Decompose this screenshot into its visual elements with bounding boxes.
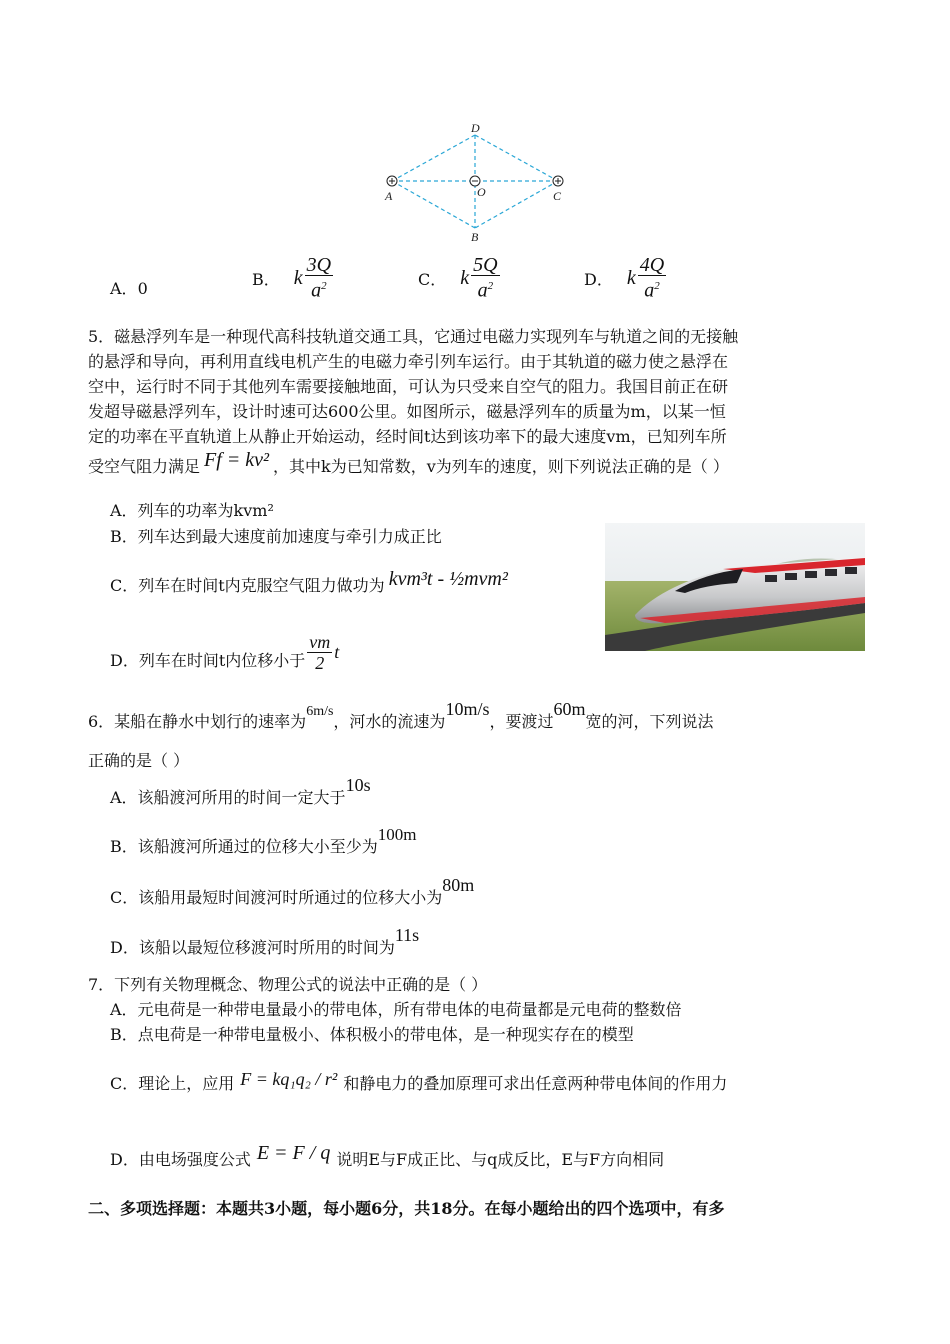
q5-line-2: 的悬浮和导向，再利用直线电机产生的电磁力牵引列车运行。由于其轨道的磁力使之悬浮在 bbox=[88, 352, 729, 371]
q4-option-b[interactable]: B． k $\frac{3Q}{a^2}$ bbox=[252, 254, 332, 302]
q5-line-3: 空中，运行时不同于其他列车需要接触地面，可认为只受来自空气的阻力。我国目前正在研 bbox=[88, 377, 729, 396]
q7-option-b[interactable]: B．点电荷是一种带电量极小、体积极小的带电体，是一种现实存在的模型 bbox=[110, 1025, 634, 1044]
q6-option-a[interactable]: A．该船渡河所用的时间一定大于10s bbox=[110, 775, 371, 807]
q5-line-6: 受空气阻力满足 Ff = kv² ，其中k为已知常数，v为列车的速度，则下列说法正确的是（ ） bbox=[88, 449, 729, 476]
label-d: D bbox=[471, 121, 480, 135]
q5-option-d[interactable]: D．列车在时间t内位移小于 $\frac{vm}{2}$ t bbox=[110, 631, 340, 673]
label-o: O bbox=[477, 185, 486, 199]
q6-option-d[interactable]: D．该船以最短位移渡河时所用的时间为11s bbox=[110, 925, 420, 957]
q6-river-width: 60m bbox=[553, 699, 586, 719]
q4-option-a[interactable]: A．0 bbox=[110, 279, 148, 298]
q7-option-a[interactable]: A．元电荷是一种带电量最小的带电体，所有带电体的电荷量都是元电荷的整数倍 bbox=[110, 1000, 682, 1019]
q4-option-a-value: 0 bbox=[137, 279, 148, 298]
q6-option-b[interactable]: B．该船渡河所通过的位移大小至少为100m bbox=[110, 825, 417, 856]
q5-line-1: 5．磁悬浮列车是一种现代高科技轨道交通工具，它通过电磁力实现列车与轨道之间的无接触 bbox=[88, 327, 739, 346]
field-strength-formula: E = F / q bbox=[256, 1142, 331, 1164]
q4-option-c[interactable]: C． k $\frac{5Q}{a^2}$ bbox=[418, 254, 498, 302]
label-c: C bbox=[553, 189, 562, 203]
q4-option-d[interactable]: D． k $\frac{4Q}{a^2}$ bbox=[584, 254, 665, 302]
charge-c bbox=[553, 176, 563, 186]
charge-a bbox=[387, 176, 397, 186]
q5-option-c[interactable]: C．列车在时间t内克服空气阻力做功为 kvm³t - ½mvm² bbox=[110, 568, 508, 595]
q5-option-b[interactable]: B．列车达到最大速度前加速度与牵引力成正比 bbox=[110, 527, 442, 546]
q7-option-d[interactable]: D．由电场强度公式 E = F / q 说明E与F成正比、与q成反比，E与F方向相同 bbox=[110, 1142, 665, 1169]
q7-stem: 7．下列有关物理概念、物理公式的说法中正确的是（ ） bbox=[88, 975, 488, 994]
q6-option-c[interactable]: C．该船用最短时间渡河时所通过的位移大小为80m bbox=[110, 875, 475, 907]
q5-option-a[interactable]: A．列车的功率为kvm² bbox=[110, 501, 274, 520]
q6-boat-speed: 6m/s bbox=[306, 704, 334, 719]
label-b: B bbox=[471, 230, 479, 244]
section-2-heading: 二、多项选择题：本题共3小题，每小题6分，共18分。在每小题给出的四个选项中，有多 bbox=[88, 1199, 725, 1218]
q6-stem-line-2: 正确的是（ ） bbox=[88, 751, 190, 770]
q6-stem-line-1: 6．某船在静水中划行的速率为6m/s，河水的流速为10m/s，要渡过60m宽的河，下列说法 bbox=[88, 699, 714, 731]
q7-option-c[interactable]: C．理论上，应用 F = kq₁q₂ / r² 和静电力的叠加原理可求出任意两种带电体间的作用力 bbox=[110, 1069, 728, 1093]
q6-river-speed: 10m/s bbox=[445, 699, 490, 719]
coulomb-formula: F = kq₁q₂ / r² bbox=[240, 1069, 338, 1089]
q5-drag-formula: Ff = kv² bbox=[204, 449, 270, 471]
label-a: A bbox=[385, 189, 393, 203]
charge-rhombus-diagram bbox=[380, 118, 570, 246]
maglev-train-photo bbox=[605, 523, 865, 651]
q5-line-4: 发超导磁悬浮列车，设计时速可达600公里。如图所示，磁悬浮列车的质量为m，以某一恒 bbox=[88, 402, 726, 421]
q5-line-5: 定的功率在平直轨道上从静止开始运动，经时间t达到该功率下的最大速度vm，已知列车所 bbox=[88, 427, 727, 446]
